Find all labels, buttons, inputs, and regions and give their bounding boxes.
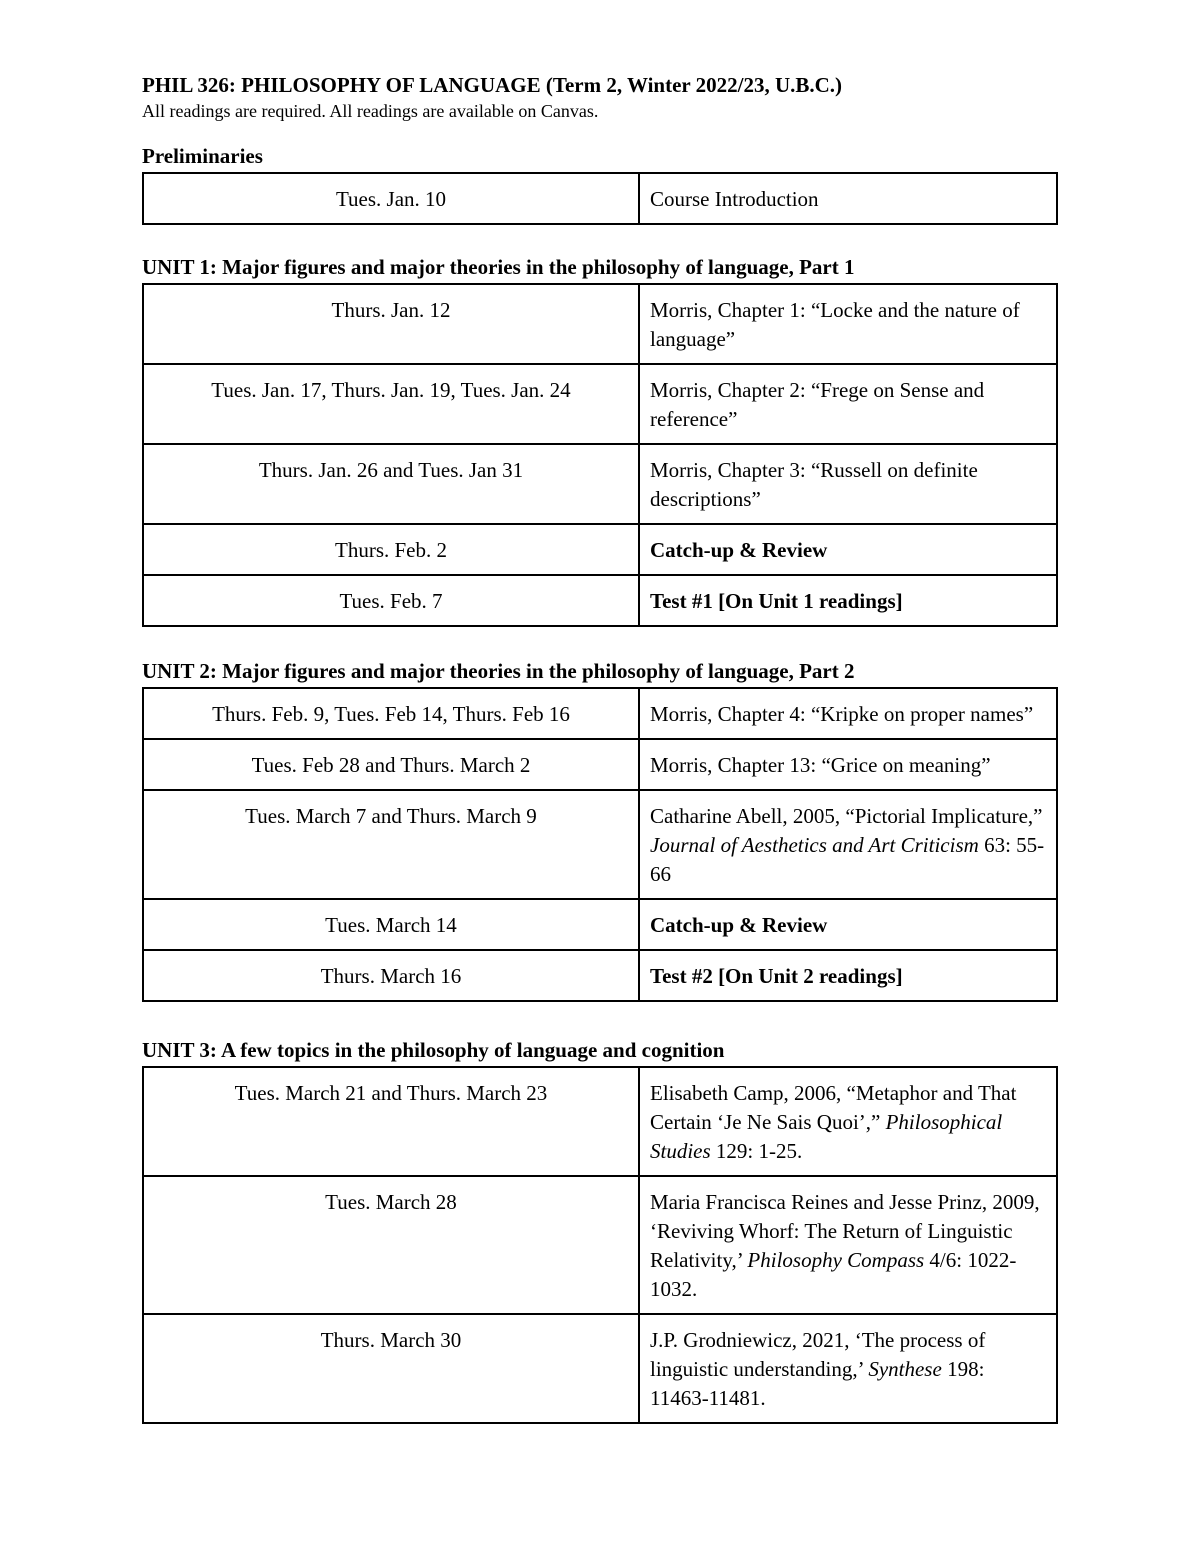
table-row <box>143 524 1057 575</box>
journal-title: Philosophy Compass <box>747 1248 925 1272</box>
schedule-table-unit-1 <box>142 283 1058 627</box>
reading-cell <box>639 1067 1057 1176</box>
citation-text: Elisabeth Camp, 2006, “Metaphor and That Certain ‘Je Ne Sais Quoi’,” <box>650 1081 1017 1134</box>
reading-cell: Course Introduction <box>639 173 1057 224</box>
table-row <box>143 899 1057 950</box>
date-cell: Thurs. Feb. 9, Tues. Feb 14, Thurs. Feb 16 <box>143 688 639 739</box>
table-row <box>143 284 1057 364</box>
date-cell: Thurs. Jan. 12 <box>143 284 639 364</box>
section-heading-unit-1: UNIT 1: Major figures and major theories in the philosophy of language, Part 1 <box>142 255 855 279</box>
syllabus-page <box>142 70 1058 1424</box>
date-cell: Tues. March 7 and Thurs. March 9 <box>143 790 639 899</box>
reading-cell <box>639 790 1057 899</box>
table-row <box>143 950 1057 1001</box>
section-heading-unit-3: UNIT 3: A few topics in the philosophy of language and cognition <box>142 1038 725 1062</box>
section-heading-preliminaries: Preliminaries <box>142 144 263 168</box>
reading-cell <box>639 1176 1057 1314</box>
reading-cell: Catch-up & Review <box>639 899 1057 950</box>
table-row <box>143 173 1057 224</box>
date-cell: Tues. Feb 28 and Thurs. March 2 <box>143 739 639 790</box>
table-row <box>143 1067 1057 1176</box>
date-cell: Tues. Jan. 17, Thurs. Jan. 19, Tues. Jan. 24 <box>143 364 639 444</box>
date-cell: Tues. Jan. 10 <box>143 173 639 224</box>
journal-title: Synthese <box>868 1357 942 1381</box>
date-cell: Thurs. March 30 <box>143 1314 639 1423</box>
citation-details: 63: 55-66 <box>650 833 1045 886</box>
date-cell: Thurs. March 16 <box>143 950 639 1001</box>
citation-text: Catharine Abell, 2005, “Pictorial Implicature,” <box>650 804 1043 828</box>
date-cell: Tues. March 14 <box>143 899 639 950</box>
table-row <box>143 739 1057 790</box>
table-row <box>143 688 1057 739</box>
table-row <box>143 1176 1057 1314</box>
page-subtitle: All readings are required. All readings are available on Canvas. <box>142 101 599 121</box>
journal-title: Journal of Aesthetics and Art Criticism <box>650 833 979 857</box>
table-row <box>143 444 1057 524</box>
reading-cell: Test #1 [On Unit 1 readings] <box>639 575 1057 626</box>
date-cell: Tues. Feb. 7 <box>143 575 639 626</box>
schedule-table-unit-3 <box>142 1066 1058 1424</box>
citation-details: 129: 1-25. <box>710 1139 803 1163</box>
table-row <box>143 575 1057 626</box>
citation-text: J.P. Grodniewicz, 2021, ‘The process of linguistic understanding,’ <box>650 1328 986 1381</box>
date-cell: Tues. March 28 <box>143 1176 639 1314</box>
table-row <box>143 790 1057 899</box>
schedule-table-unit-2 <box>142 687 1058 1002</box>
table-row <box>143 364 1057 444</box>
reading-cell: Morris, Chapter 2: “Frege on Sense and reference” <box>639 364 1057 444</box>
journal-title: Philosophical Studies <box>650 1110 1003 1163</box>
reading-cell: Morris, Chapter 4: “Kripke on proper names” <box>639 688 1057 739</box>
date-cell: Thurs. Jan. 26 and Tues. Jan 31 <box>143 444 639 524</box>
citation-text: Maria Francisca Reines and Jesse Prinz, 2009, ‘Reviving Whorf: The Return of Linguistic Relativity,’ <box>650 1190 1040 1272</box>
reading-cell: Catch-up & Review <box>639 524 1057 575</box>
table-row <box>143 1314 1057 1423</box>
reading-cell: Test #2 [On Unit 2 readings] <box>639 950 1057 1001</box>
citation-details: 198: 11463-11481. <box>650 1357 985 1410</box>
date-cell: Tues. March 21 and Thurs. March 23 <box>143 1067 639 1176</box>
date-cell: Thurs. Feb. 2 <box>143 524 639 575</box>
reading-cell: Morris, Chapter 3: “Russell on definite descriptions” <box>639 444 1057 524</box>
page-title: PHIL 326: PHILOSOPHY OF LANGUAGE (Term 2, Winter 2022/23, U.B.C.) <box>142 73 843 97</box>
reading-cell: Morris, Chapter 13: “Grice on meaning” <box>639 739 1057 790</box>
citation-details: 4/6: 1022-1032. <box>650 1248 1017 1301</box>
schedule-table-preliminaries <box>142 172 1058 225</box>
section-heading-unit-2: UNIT 2: Major figures and major theories in the philosophy of language, Part 2 <box>142 659 855 683</box>
reading-cell: Morris, Chapter 1: “Locke and the nature of language” <box>639 284 1057 364</box>
reading-cell <box>639 1314 1057 1423</box>
